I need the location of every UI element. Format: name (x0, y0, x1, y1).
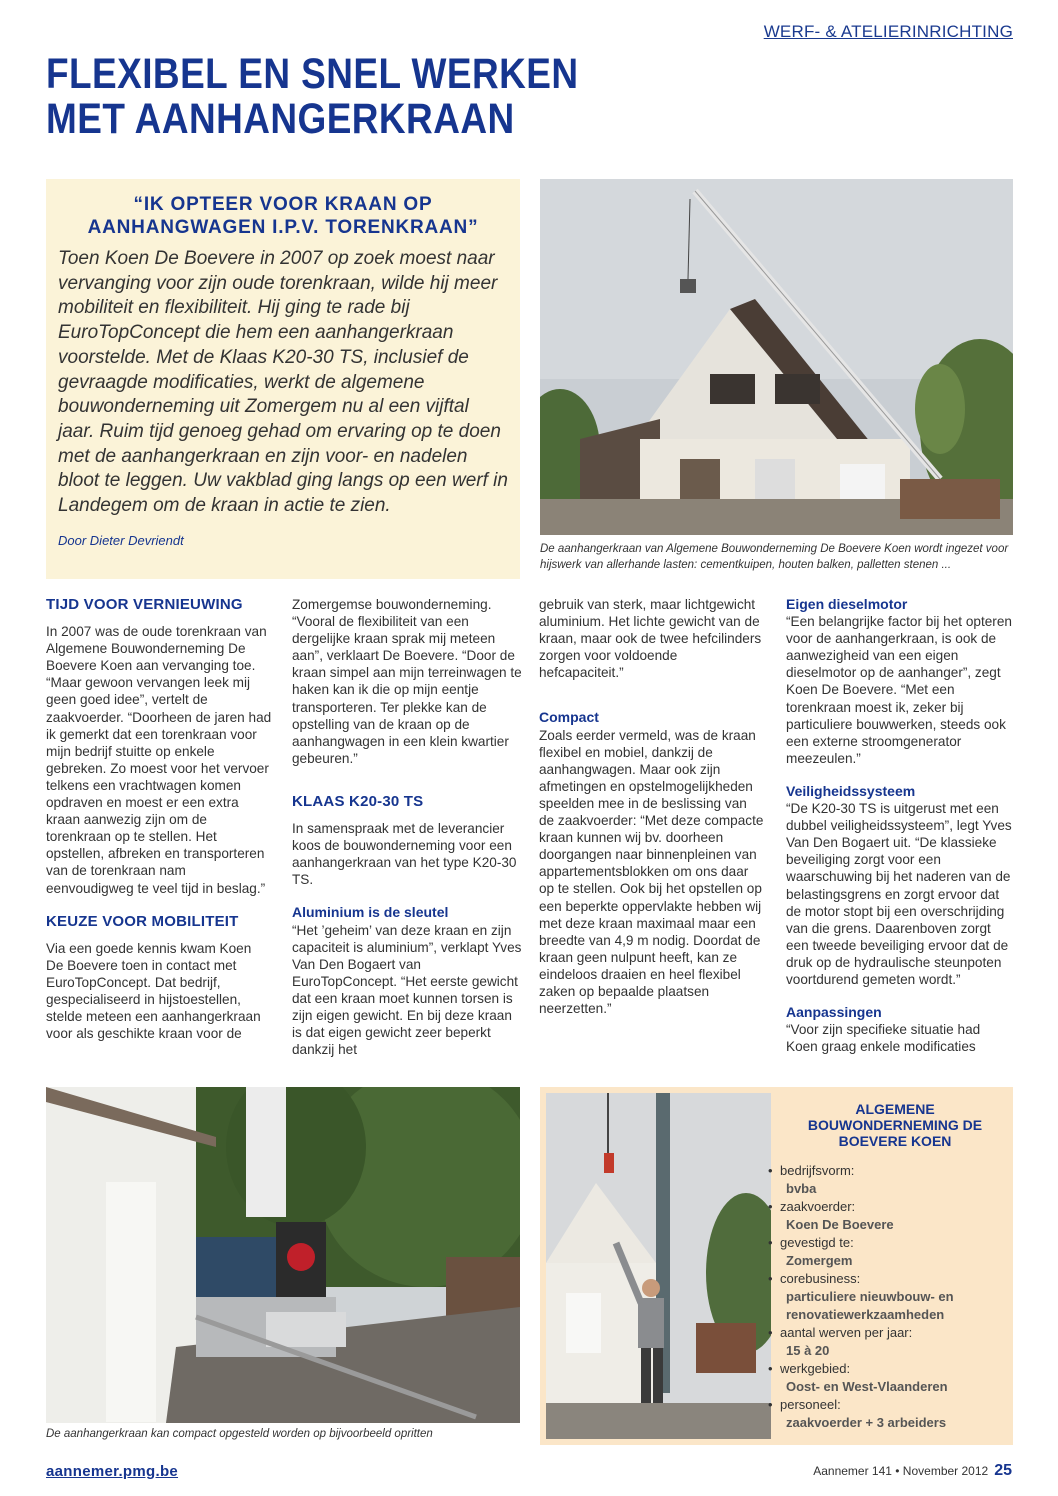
column-4 (786, 596, 1013, 1055)
headline (46, 52, 648, 142)
heading-aluminium: Aluminium is de sleutel (292, 904, 449, 921)
fact-label: zaakvoerder: (780, 1199, 856, 1214)
fact-item (768, 1234, 1008, 1270)
byline: Door Dieter Devriendt (58, 532, 184, 548)
col3-paragraph-2: Zoals eerder vermeld, was de kraan flexibel en mobiel, dankzij de aanhangwagen. Maar ook zijn afmetingen en opstelmogelijkheden speelden mee in de beslissing van de zaakvoerder: “Met deze compacte kraan kunnen wij bv. doorheen doorgangen naar binnenpleinen van appartementsblokken om ons daar op te stellen. Ook bij het opstellen op een beperkte oppervlakte hebben wij met deze kraan maximaal maar een breedte van 4,9 m nodig. Doordat de kraan geen nulpunt heeft, kan ze eindeloos draaien en heel flexibel zaken op bepaalde plaatsen neerzetten.” (539, 727, 764, 1017)
fact-item (768, 1198, 1008, 1234)
heading-eigen-dieselmotor: Eigen dieselmotor (786, 596, 908, 612)
intro-box (46, 179, 520, 579)
fact-label: gevestigd te: (780, 1235, 854, 1250)
fact-item (768, 1360, 1008, 1396)
photo-worker-hook (546, 1093, 771, 1439)
footer-url[interactable]: aannemer.pmg.be (46, 1463, 179, 1480)
fact-item (768, 1270, 1008, 1324)
col1-paragraph-1: In 2007 was de oude torenkraan van Algemene Bouwonderneming De Boevere Koen aan vervanging toe. “Maar gewoon vervangen leek mij geen goed idee”, vertelt de zaakvoerder. “Doorheen de jaren had ik gemerkt dat een torenkraan voor mijn bedrijf stuitte op enkele gebreken. Zo moest voor het vervoer telkens een vrachtwagen komen opdraven en moest er een extra kraan aanwezig zijn om de torenkraan op te stellen. Het opstellen, afbreken en transporteren van de torenkraan nam eenvoudigweg te veel tijd in beslag.” (46, 624, 272, 896)
column-2 (292, 596, 522, 1058)
section-tag: WERF- & ATELIERINRICHTING (763, 22, 1013, 41)
fact-value: Koen De Boevere (786, 1217, 894, 1232)
footer-issue (813, 1462, 1012, 1480)
heading-compact: Compact (539, 709, 599, 726)
col3-paragraph-1: gebruik van sterk, maar lichtgewicht aluminium. Het lichte gewicht van de kraan, maar ook de twee hefcilinders zorgen voor voldoende hefcapaciteit.” (539, 597, 762, 681)
fact-label: personeel: (780, 1397, 841, 1412)
fact-value: 15 à 20 (786, 1343, 830, 1358)
intro-quote: “IK OPTEER VOOR KRAAN OP AANHANGWAGEN I.P.V. TORENKRAAN” (87, 194, 479, 238)
fact-box (540, 1087, 1013, 1445)
photo-crane-driveway (46, 1087, 520, 1423)
fact-item (768, 1324, 1008, 1360)
heading-klaas-k20-30-ts: KLAAS K20-30 TS (292, 792, 424, 810)
heading-keuze-voor-mobiliteit: KEUZE VOOR MOBILITEIT (46, 912, 239, 930)
fact-list (768, 1162, 1008, 1432)
fact-label: werkgebied: (780, 1361, 851, 1376)
page-number: 25 (994, 1462, 1012, 1479)
column-1 (46, 596, 272, 1042)
heading-aanpassingen: Aanpassingen (786, 1004, 882, 1021)
col2-paragraph-2: In samenspraak met de leverancier koos de bouwonderneming voor een aanhangerkraan van het type K20-30 TS. (292, 821, 517, 888)
fact-label: bedrijfsvorm: (780, 1163, 855, 1178)
fact-item (768, 1396, 1008, 1432)
heading-veiligheidssysteem: Veiligheidssysteem (786, 782, 916, 799)
col4-paragraph-1: “Een belangrijke factor bij het opteren voor de aanhangerkraan, is ook de aanwezigheid van een eigen dieselmotor op de aanhanger”, zegt Koen De Boevere. “Met een torenkraan moest ik, zeker bij particuliere bouwwerken, steeds ook een externe stroomgenerator meezeulen.” (786, 614, 1012, 766)
caption-top-photo: De aanhangerkraan van Algemene Bouwonderneming De Boevere Koen wordt ingezet voor hijswerk van allerhande lasten: cementkuipen, houten balken, palletten stenen ... (540, 543, 1009, 571)
fact-value: bvba (786, 1181, 817, 1196)
photo-house-crane (540, 179, 1013, 535)
caption-bottom-photo: De aanhangerkraan kan compact opgesteld worden op bijvoorbeeld opritten (46, 1428, 433, 1440)
col4-paragraph-3: “Voor zijn specifieke situatie had Koen graag enkele modificaties (786, 1022, 981, 1055)
fact-value: particuliere nieuwbouw- en renovatiewerkzaamheden (786, 1289, 954, 1322)
fact-value: Zomergem (786, 1253, 853, 1268)
column-3 (539, 596, 765, 1017)
fact-box-title: ALGEMENE BOUWONDERNEMING DE BOEVERE KOEN (807, 1101, 983, 1149)
intro-text: Toen Koen De Boevere in 2007 op zoek moest naar vervanging voor zijn oude torenkraan, wilde hij meer mobiliteit en flexibiliteit. Hij ging te rade bij EuroTopConcept die hem een aanhangerkraan voorstelde. Met de Klaas K20-30 TS, inclusief de gevraagde modificaties, werkt de algemene bouwonderneming uit Zomergem nu al een vijftal jaar. Ruim tijd genoeg gehad om ervaring op te doen met de aanhangerkraan en zijn voor- en nadelen bloot te leggen. Uw vakblad ging langs op een werf in Landegem om de kraan in actie te zien. (58, 248, 508, 517)
fact-label: aantal werven per jaar: (780, 1325, 913, 1340)
fact-value: zaakvoerder + 3 arbeiders (786, 1415, 947, 1430)
headline-line-2: MET AANHANGERKRAAN (46, 95, 515, 143)
col2-paragraph-1: Zomergemse bouwonderneming. “Vooral de flexibiliteit van een dergelijke kraan sprak mij meteen aan”, verklaart De Boevere. “Door de kraan simpel aan mijn terreinwagen te haken kan ik die op mijn eentje transporteren. Ter plekke kan de opstelling van de kraan op de aanhangwagen in een klein kwartier gebeuren.” (292, 597, 522, 766)
headline-line-1: FLEXIBEL EN SNEL WERKEN (46, 50, 579, 98)
heading-tijd-voor-vernieuwing: TIJD VOOR VERNIEUWING (46, 596, 243, 613)
fact-label: corebusiness: (780, 1271, 861, 1286)
fact-item (768, 1162, 1008, 1198)
col1-paragraph-2: Via een goede kennis kwam Koen De Boevere toen in contact met EuroTopConcept. Dat bedrijf, gespecialiseerd in hijstoestellen, stelde meteen een aanhangerkraan voor als geschikte kraan voor de (46, 940, 261, 1042)
fact-value: Oost- en West-Vlaanderen (786, 1379, 948, 1394)
col2-paragraph-3: “Het ’geheim’ van deze kraan en zijn capaciteit is aluminium”, verklapt Yves Van Den Bogaert van EuroTopConcept. “Het eerste gewicht dat een kraan moet kunnen torsen is zijn eigen gewicht. En bij deze kraan is dat eigen gewicht zeer beperkt dankzij het (292, 922, 522, 1058)
col4-paragraph-2: “De K20-30 TS is uitgerust met een dubbel veiligheidssysteem”, legt Yves Van Den Bogaert uit. “De klassieke beveiliging zorgt voor een waarschuwing bij het naderen van de belastingsgrens en zorgt ervoor dat de motor stopt bij een overschrijding van die grens. Daarenboven zorgt een tweede beveiliging ervoor dat de druk op de hydraulische steunpoten voortdurend gemeten wordt.” (786, 801, 1012, 987)
issue-info: Aannemer 141 • November 2012 (813, 1464, 989, 1478)
